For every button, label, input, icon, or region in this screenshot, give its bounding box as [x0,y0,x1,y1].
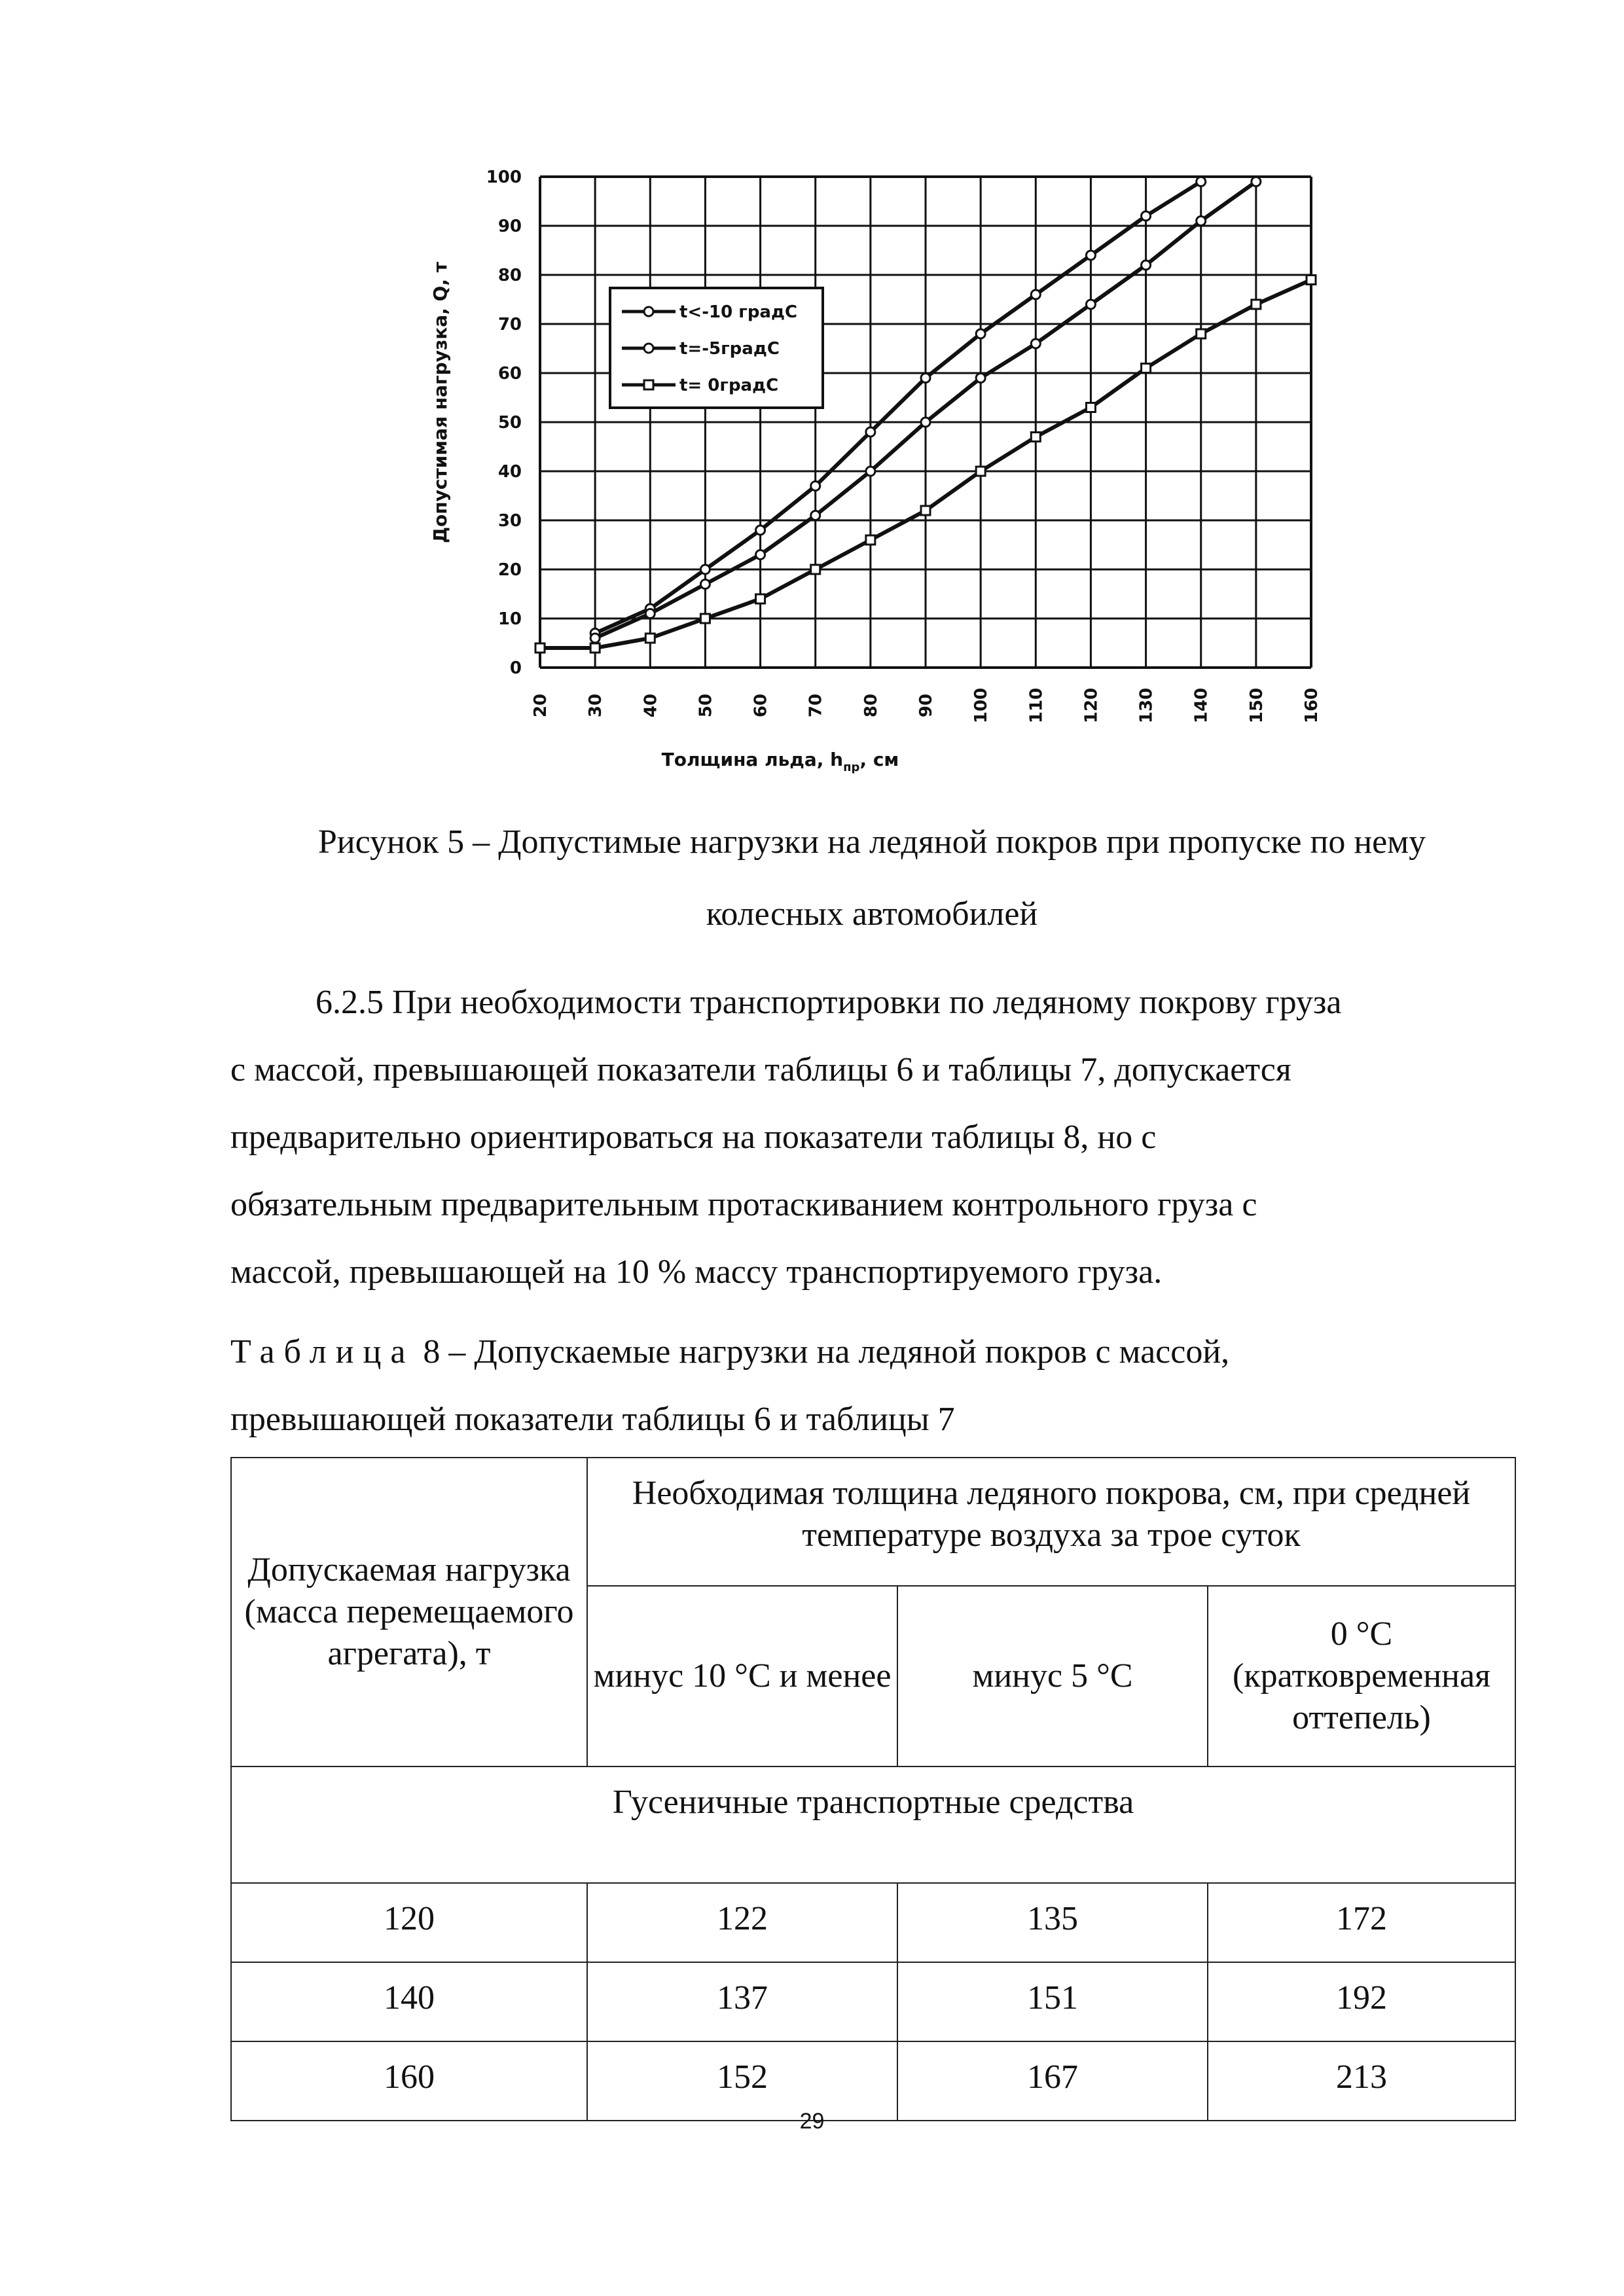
table-title-line2: превышающей показатели таблицы 6 и таблицы 7 [230,1401,955,1438]
data-point [976,467,985,476]
table-title-label: Таблица [230,1333,415,1371]
x-tick-label: 70 [806,693,826,718]
y-tick-label: 50 [497,413,522,433]
data-point [756,550,765,560]
figure-caption-line2: колесных автомобилей [706,895,1038,933]
data-point [976,329,985,338]
data-point [590,634,600,643]
y-tick-label: 10 [497,609,522,629]
cell-zero: 172 [1208,1883,1515,1962]
data-point [1031,290,1040,299]
data-point [700,565,710,574]
legend-marker [644,307,653,316]
data-point [756,594,765,603]
legend-marker [644,344,653,353]
y-tick-label: 20 [497,560,522,580]
cell-load: 160 [231,2041,587,2121]
cell-load: 120 [231,1883,587,1962]
header-thickness: Необходимая толщина ледяного покрова, см, при средней температуре воздуха за трое суток [587,1458,1515,1586]
data-point [1307,276,1316,285]
y-tick-label: 90 [497,217,522,236]
data-point [866,427,875,437]
data-point [1197,177,1206,187]
data-point [976,374,985,383]
data-point [811,565,820,574]
header-minus5: минус 5 °С [897,1586,1208,1767]
y-tick-label: 70 [497,315,522,334]
x-tick-label: 20 [531,693,550,718]
data-point [1142,211,1151,221]
cell-minus5: 151 [897,1962,1208,2041]
figure-caption-line1: Рисунок 5 – Допустимые нагрузки на ледяной покров при пропуске по нему [317,823,1426,861]
x-axis-title-sub: пр [843,761,860,774]
x-axis-title-main: Толщина льда, h [661,749,844,770]
header-load: Допускаемая нагрузка (масса перемещаемого агрегата), т [231,1458,587,1767]
data-point [590,643,600,653]
data-point [1031,339,1040,348]
y-tick-label: 60 [497,364,522,384]
load-table [230,1457,1516,2121]
data-point [1197,329,1206,338]
data-point [921,374,930,383]
data-point [1086,403,1095,412]
data-point [811,511,820,520]
data-point [1086,300,1095,309]
data-point [1031,433,1040,442]
data-point [1142,260,1151,270]
legend-label: t= 0градС [679,376,779,395]
table-row [231,1883,1515,1962]
section-tracked-vehicles: Гусеничные транспортные средства [231,1767,1515,1883]
data-point [700,580,710,589]
cell-zero: 192 [1208,1962,1515,2041]
cell-zero: 213 [1208,2041,1515,2121]
x-tick-label: 100 [971,687,992,724]
data-point [811,482,820,491]
x-tick-label: 130 [1136,687,1157,724]
paragraph-line: массой, превышающей на 10 % массу транспортируемого груза. [230,1253,1163,1291]
data-point [645,609,655,619]
table-title-text: 8 – Допускаемые нагрузки на ледяной покров с массой, [414,1333,1230,1371]
y-tick-label: 40 [497,462,522,482]
paragraph-line [230,969,1513,1036]
data-point [645,634,655,643]
y-tick-label: 80 [497,266,522,285]
table-header-row [231,1458,1515,1586]
data-point [535,643,545,653]
cell-load: 140 [231,1962,587,2041]
chart-ticks [486,168,1322,723]
data-point [700,614,710,623]
chart-legend [610,288,823,408]
header-minus10: минус 10 °С и менее [587,1586,897,1767]
cell-minus10: 122 [587,1883,897,1962]
page-number: 29 [799,2109,825,2134]
paragraph-line: предварительно ориентироваться на показатели таблицы 8, но с [230,1119,1157,1156]
legend-label: t=-5градС [679,339,780,359]
x-tick-label: 50 [696,693,716,718]
cell-minus10: 152 [587,2041,897,2121]
data-point [1197,217,1206,226]
table-title-line1 [230,1318,1513,1386]
x-tick-label: 160 [1302,687,1322,724]
load-chart [406,151,1335,798]
header-zero: 0 °С (кратковременная оттепель) [1208,1586,1515,1767]
data-point [921,418,930,427]
data-point [1142,364,1151,373]
x-axis-title-unit: , см [859,749,899,770]
y-tick-label: 0 [509,658,522,678]
cell-minus10: 137 [587,1962,897,2041]
data-point [1086,251,1095,260]
y-axis-title: Допустимая нагрузка, Q, т [429,262,451,543]
data-point [756,526,765,535]
data-point [921,506,930,515]
legend-marker [644,380,653,389]
y-tick-label: 30 [497,511,522,531]
x-tick-label: 140 [1191,687,1212,724]
paragraph-line: обязательным предварительным протаскиванием контрольного груза с [230,1186,1257,1223]
chart-svg [406,151,1335,798]
cell-minus5: 135 [897,1883,1208,1962]
data-point [1252,177,1261,187]
x-tick-label: 30 [586,693,606,718]
data-point [866,535,875,545]
table-section-row [231,1767,1515,1883]
x-axis-title [662,749,899,774]
x-tick-label: 150 [1246,687,1267,724]
x-tick-label: 90 [916,693,936,718]
x-tick-label: 110 [1026,687,1047,724]
paragraph-text: 6.2.5 При необходимости транспортировки по ледяному покрову груза [316,984,1342,1021]
data-point [1252,300,1261,309]
x-tick-label: 120 [1081,687,1102,724]
x-tick-label: 80 [861,693,881,718]
legend-label: t<-10 градС [679,302,798,322]
x-tick-label: 40 [641,693,661,718]
data-point [866,467,875,476]
x-tick-label: 60 [751,693,771,718]
y-tick-label: 100 [486,168,522,187]
table-row [231,1962,1515,2041]
paragraph-line: с массой, превышающей показатели таблицы 6 и таблицы 7, допускается [230,1051,1291,1088]
cell-minus5: 167 [897,2041,1208,2121]
